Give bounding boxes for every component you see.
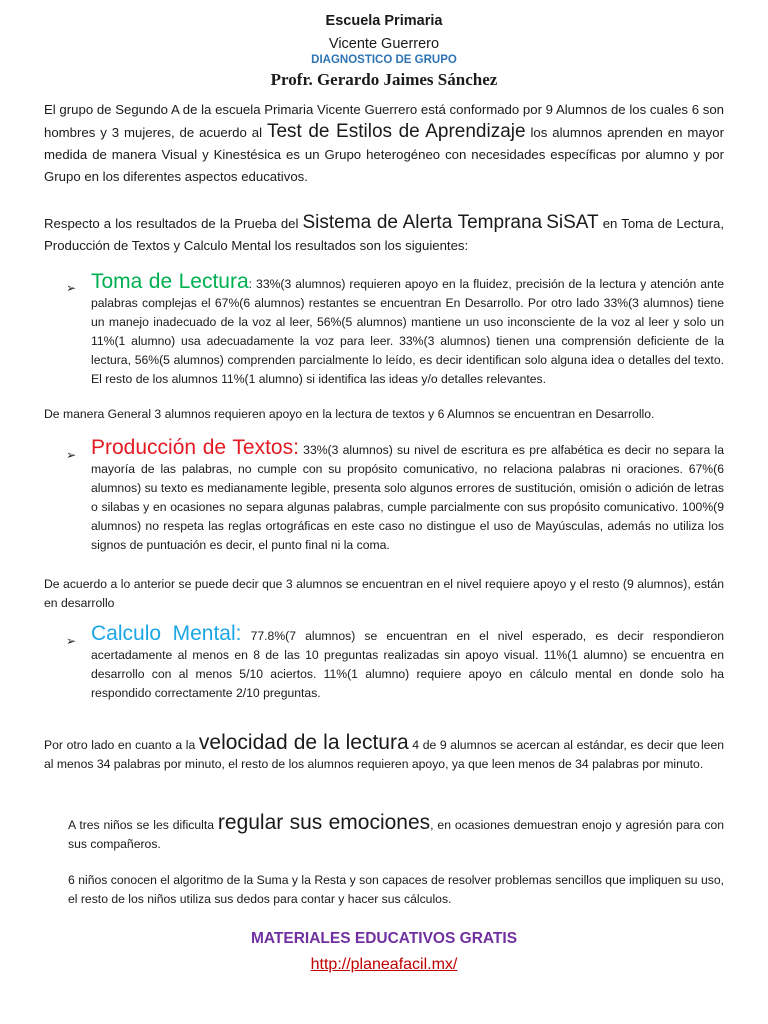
website-link[interactable]: http://planeafacil.mx/ [310, 956, 458, 973]
bullet-arrow-icon: ➢ [66, 448, 77, 462]
summary-writing: De acuerdo a lo anterior se puede decir que 3 alumnos se encuentran en el nivel requiere apoyo y el resto (9 alumnos), están en desarrollo [44, 577, 724, 610]
document-subtitle: DIAGNOSTICO DE GRUPO [311, 54, 457, 66]
bullet-arrow-icon: ➢ [66, 281, 77, 295]
intro-text-after: los alumnos aprenden en mayor medida de manera Visual y Kinestésica es un Grupo heterogéneo con necesidades específicas por alumno y por Grupo en los diferentes aspectos educativos. [44, 125, 724, 184]
item-text: : 33%(3 alumnos) requieren apoyo en la fluidez, precisión de la lectura y atención ante palabras complejas el 67%(6 alumnos) restantes se encuentran En Desarrollo. Por otro lado 33%(3 alumnos) tiene un manejo inadecuado de la voz al leer, 56%(5 alumnos) mantiene un uso inconsciente de la voz al leer y solo un 11%(1 alumno) usa adecuadamente la voz para leer. 33%(3 alumnos) tienen una comprensión deficiente de la lectura, 56%(5 alumnos) comprenden parcialmente lo leído, es decir identifican solo alguna idea o detalles del texto. El resto de los alumnos 11%(1 alumno) si identifica las ideas y/o detalles relevantes. [91, 277, 724, 386]
sisat-acronym: SiSAT [546, 212, 599, 233]
emotions-text-before: A tres niños se les dificulta [68, 818, 218, 832]
footer-link-container [0, 956, 768, 974]
sisat-text-after: en Toma de Lectura, Producción de Textos y Calculo Mental los resultados son los siguientes: [44, 216, 724, 253]
intro-paragraph [44, 99, 724, 188]
algorithm-paragraph: 6 niños conocen el algoritmo de la Suma y la Resta y son capaces de resolver problemas sencillos que impliquen su uso, el resto de los niños utiliza sus dedos para contar y hacer sus cálculos. [68, 873, 724, 906]
emotions-highlight: regular sus emociones [217, 811, 431, 834]
item-heading: Producción de Textos: [91, 436, 299, 459]
bullet-arrow-icon: ➢ [66, 634, 77, 648]
speed-text-before: Por otro lado en cuanto a la [44, 738, 199, 752]
item-produccion-de-textos [91, 438, 724, 555]
item-toma-de-lectura [91, 272, 724, 389]
speed-text-after: 4 de 9 alumnos se acercan al estándar, es decir que leen al menos 34 palabras por minuto, el resto de los alumnos requieren apoyo, ya que leen menos de 34 palabras por minuto. [44, 738, 725, 771]
school-name: Vicente Guerrero [328, 36, 440, 52]
emotions-paragraph [68, 813, 724, 854]
item-text: 33%(3 alumnos) su nivel de escritura es pre alfabética es decir no separa la mayoría de las palabras, no cumple con su propósito comunicativo, no relaciona palabras ni oraciones. 67%(6 alumnos) su texto es medianamente legible, presenta solo algunos errores de sustitución, omisión o adición de letras o silabas y en ocasiones no separa algunas palabras, cumple parcialmente con sus propósito comunicativo. 100%(9 alumnos) no respeta las reglas ortográficas en este caso no distingue el uso de Mayúsculas, además no utiliza los signos de puntuación es decir, el punto final ni la coma. [91, 443, 724, 552]
footer-title: MATERIALES EDUCATIVOS GRATIS [250, 930, 518, 947]
summary-reading: De manera General 3 alumnos requieren apoyo en la lectura de textos y 6 Alumnos se encuentran en Desarrollo. [44, 407, 655, 421]
intro-text-before: El grupo de Segundo A de la escuela Primaria Vicente Guerrero está conformado por 9 Alumnos de los cuales 6 son hombres y 3 mujeres, de acuerdo al [44, 102, 724, 140]
speed-highlight: velocidad de la lectura [198, 731, 409, 754]
teacher-name: Profr. Gerardo Jaimes Sánchez [270, 70, 498, 89]
item-heading: Toma de Lectura [91, 270, 249, 293]
school-title: Escuela Primaria [325, 13, 443, 29]
item-calculo-mental [91, 624, 724, 703]
sisat-text-before: Respecto a los resultados de la Prueba del [44, 216, 303, 231]
sisat-paragraph [44, 212, 724, 257]
item-text: 77.8%(7 alumnos) se encuentran en el nivel esperado, es decir respondieron acertadamente al menos en 8 de las 10 preguntas realizadas sin apoyo visual. 11%(1 alumno) se encuentra en desarrollo con al menos 5/10 aciertos. 11%(1 alumno) requiere apoyo en cálculo mental en donde solo ha respondido correctamente 2/10 preguntas. [91, 629, 725, 700]
sisat-highlight: Sistema de Alerta Temprana [302, 212, 543, 233]
emotions-text-after: , en ocasiones demuestran enojo y agresión para con sus compañeros. [68, 818, 725, 851]
item-heading: Calculo Mental: [91, 622, 242, 645]
intro-highlight: Test de Estilos de Aprendizaje [266, 121, 526, 142]
speed-paragraph [44, 733, 724, 774]
